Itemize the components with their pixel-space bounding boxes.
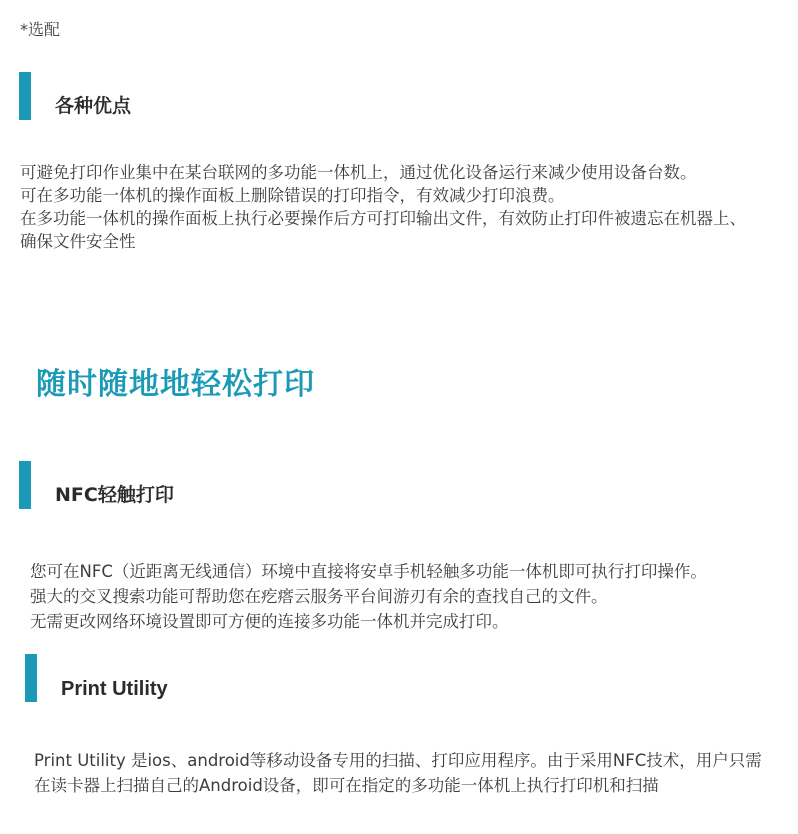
optional-note: *选配	[20, 20, 61, 39]
nfc-paragraph: 您可在NFC（近距离无线通信）环境中直接将安卓手机轻触多功能一体机即可执行打印操作。	[30, 562, 707, 581]
section-accent-bar	[19, 461, 31, 509]
section-title-print-utility: Print Utility	[61, 678, 168, 700]
page-title-anywhere: 随时随地地轻松打印	[36, 367, 315, 402]
print-utility-paragraph: Print Utility 是ios、android等移动设备专用的扫描、打印应用程序。由于采用NFC技术，用户只需在读卡器上扫描自己的Android设备，即可在指定的多功能一体机上执行打印机和扫描	[34, 751, 762, 795]
advantages-paragraph: 在多功能一体机的操作面板上执行必要操作后方可打印输出文件，有效防止打印件被遗忘在机器上、确保文件安全性	[20, 209, 746, 251]
section-accent-bar	[25, 654, 37, 702]
nfc-paragraph: 强大的交叉搜索功能可帮助您在疙瘩云服务平台间游刃有余的查找自己的文件。	[30, 587, 608, 606]
section-accent-bar	[19, 72, 31, 120]
advantages-paragraph: 可在多功能一体机的操作面板上删除错误的打印指令，有效减少打印浪费。	[20, 186, 565, 205]
print-utility-text-block	[34, 748, 769, 798]
nfc-text-block	[30, 559, 798, 634]
section-title-advantages: 各种优点	[55, 95, 132, 117]
advantages-paragraph: 可避免打印作业集中在某台联网的多功能一体机上，通过优化设备运行来减少使用设备台数。	[20, 163, 697, 182]
advantages-text-block	[20, 161, 780, 253]
section-title-nfc: NFC轻触打印	[55, 484, 174, 506]
nfc-paragraph: 无需更改网络环境设置即可方便的连接多功能一体机并完成打印。	[30, 612, 509, 631]
